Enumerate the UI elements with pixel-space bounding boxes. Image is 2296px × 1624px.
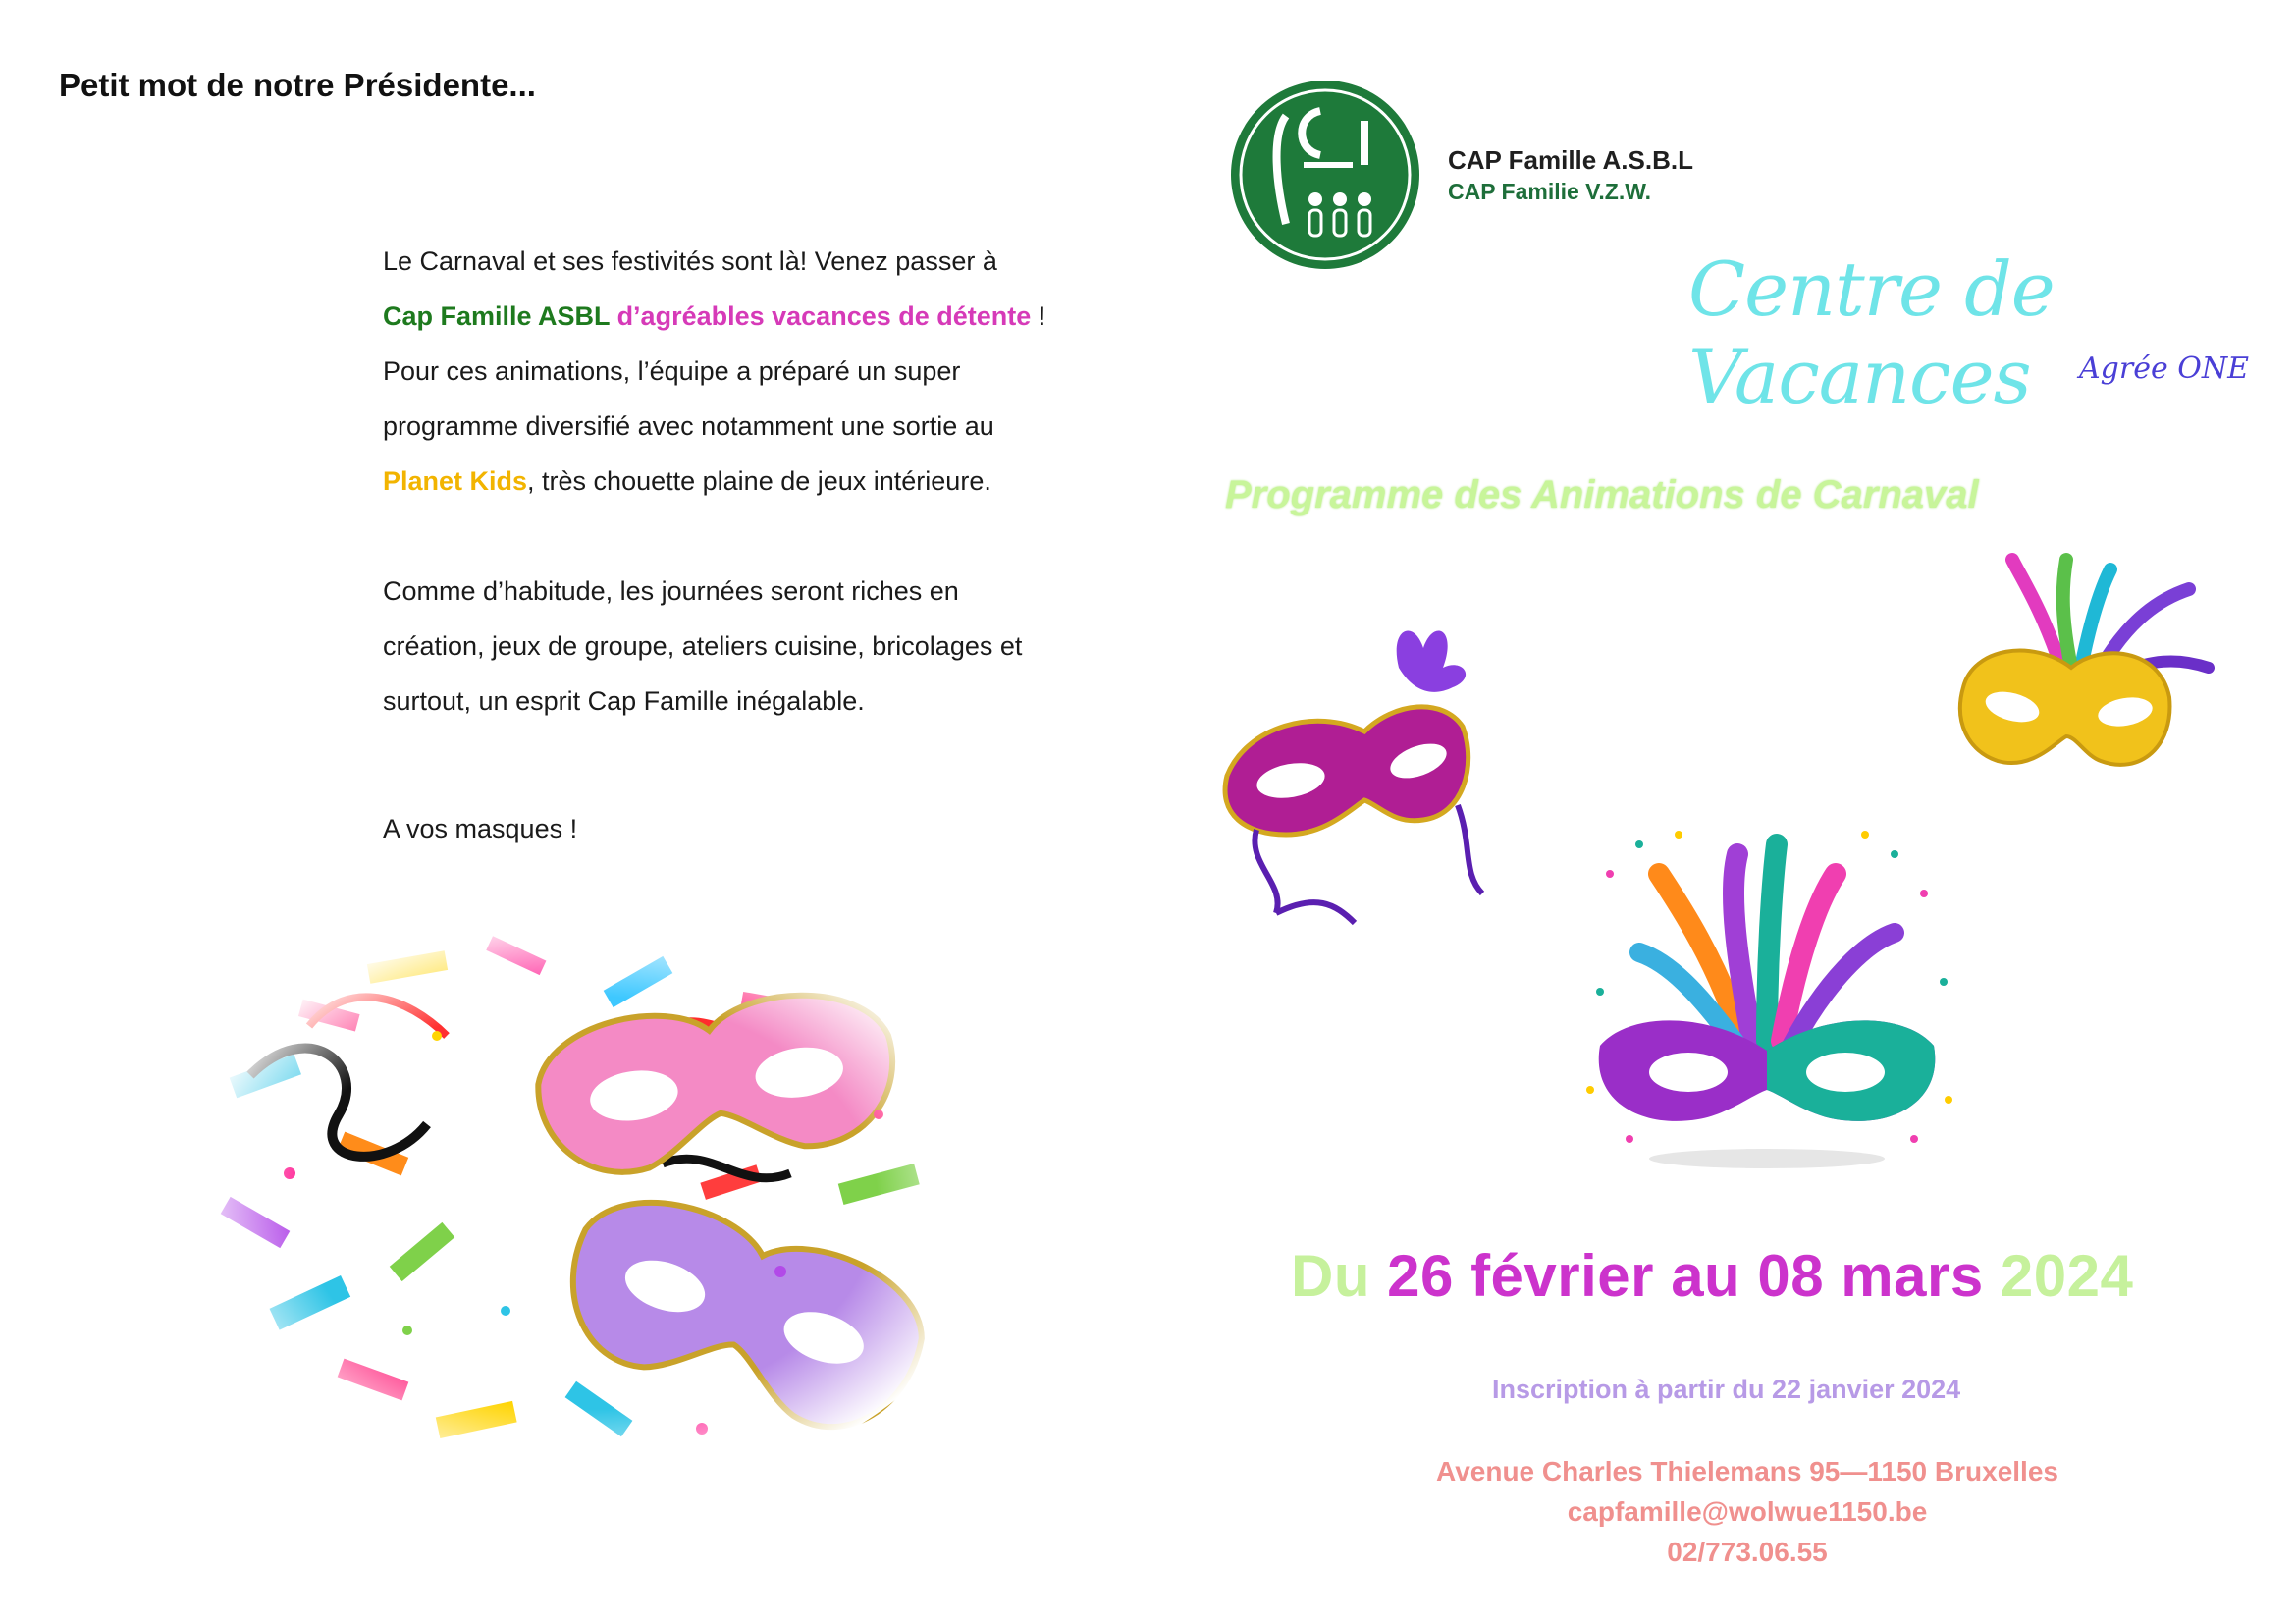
cap-famille-highlight: Cap Famille ASBL xyxy=(383,301,611,331)
contact-block xyxy=(1374,1451,2120,1572)
closing-line: A vos masques ! xyxy=(383,814,578,843)
planet-kids-highlight: Planet Kids xyxy=(383,466,528,496)
org-name-fr: CAP Famille A.S.B.L xyxy=(1448,145,1693,175)
letter-line xyxy=(383,454,1090,509)
dates-range: 26 février au 08 mars xyxy=(1387,1243,1984,1309)
letter-line: Pour ces animations, l’équipe a préparé un super xyxy=(383,356,961,386)
letter-line xyxy=(383,289,1090,344)
org-name-nl: CAP Familie V.Z.W. xyxy=(1448,179,1652,204)
centre-title: Centre de Vacances xyxy=(1688,245,2055,420)
gold-mask-image xyxy=(1953,550,2228,815)
address: Avenue Charles Thielemans 95—1150 Bruxelles xyxy=(1436,1456,2058,1487)
phone: 02/773.06.55 xyxy=(1667,1537,1828,1567)
letter-line: création, jeux de groupe, ateliers cuisine, bricolages et xyxy=(383,631,1023,661)
dates-year: 2024 xyxy=(1983,1243,2134,1309)
letter-line: programme diversifié avec notamment une sortie au xyxy=(383,411,994,441)
letter-line: surtout, un esprit Cap Famille inégalable. xyxy=(383,686,865,716)
inscription-info: Inscription à partir du 22 janvier 2024 xyxy=(1492,1375,1961,1404)
date-range xyxy=(1291,1242,2133,1310)
exclamation: ! xyxy=(1031,301,1046,331)
page-heading: Petit mot de notre Présidente... xyxy=(59,67,536,103)
cap-famille-logo xyxy=(1227,77,1423,273)
email: capfamille@wolwue1150.be xyxy=(1567,1496,1928,1527)
letter-line: Comme d’habitude, les journées seront riches en xyxy=(383,576,959,606)
dates-du: Du xyxy=(1291,1243,1388,1309)
vacances-highlight: d’agréables vacances de détente xyxy=(610,301,1032,331)
purple-mask-image xyxy=(1217,609,1522,933)
agree-one: Agrée ONE xyxy=(2079,352,2249,386)
president-letter xyxy=(383,234,1090,856)
letter-line: Le Carnaval et ses festivités sont là! Venez passer à xyxy=(383,246,997,276)
colorful-mask-image xyxy=(1571,815,1963,1188)
programme-title: Programme des Animations de Carnaval xyxy=(1225,473,1979,516)
confetti-masks-image xyxy=(191,918,987,1488)
letter-text: , très chouette plaine de jeux intérieure. xyxy=(527,466,991,496)
